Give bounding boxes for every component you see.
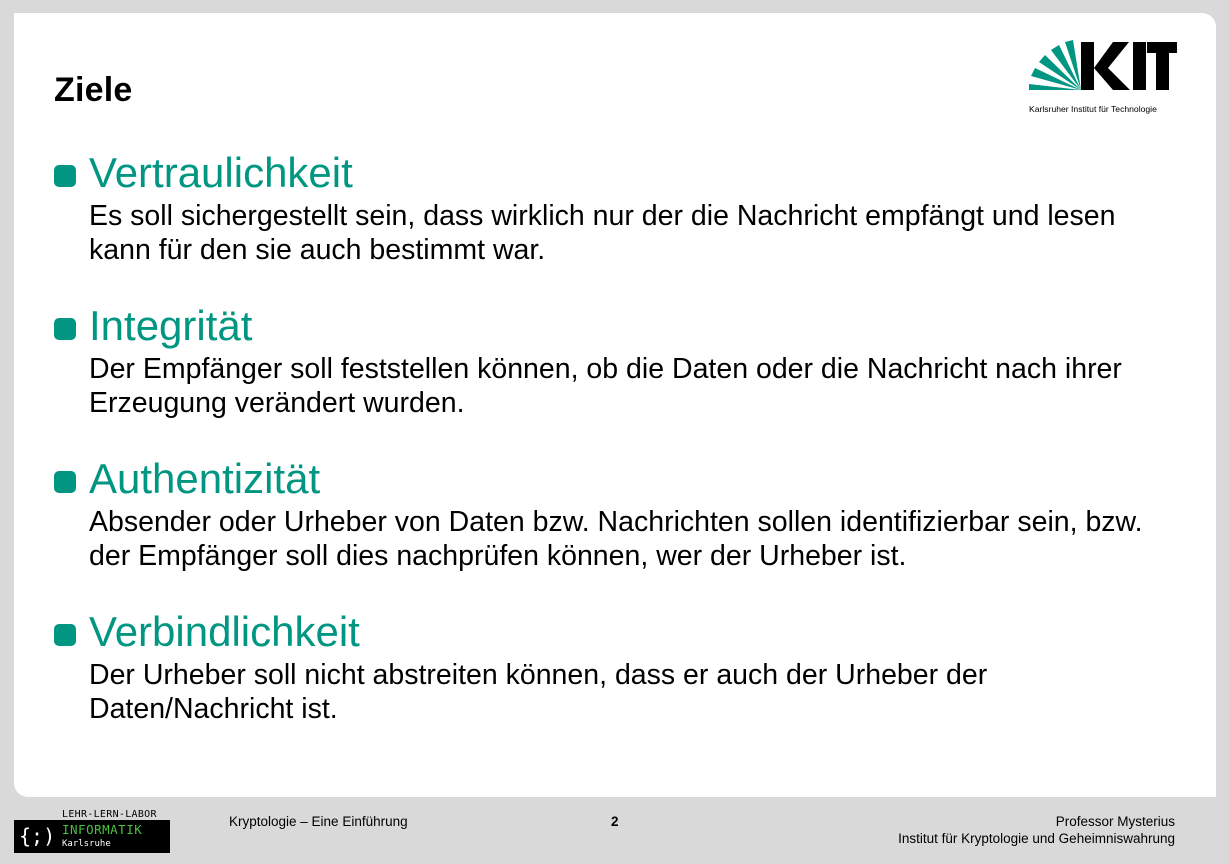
page-number: 2 [611,814,619,829]
square-bullet-icon [54,471,76,493]
lab-logo-symbol: {;) [19,824,56,848]
footer-course-title: Kryptologie – Eine Einführung [229,814,408,829]
slide-title: Ziele [54,71,133,109]
goal-heading: Vertraulichkeit [89,149,353,196]
goal-description: Absender oder Urheber von Daten bzw. Nachrichten sollen identifizierbar sein, bzw. der Empfänger soll dies nachprüfen können, wer der Urheber ist. [89,506,1143,572]
kit-logo-mark [1029,40,1177,104]
lab-logo-top-text: LEHR-LERN-LABOR [62,809,157,820]
slide [14,13,1216,797]
goal-heading: Verbindlichkeit [89,608,360,655]
goal-description: Der Empfänger soll feststellen können, ob die Daten oder die Nachricht nach ihrer Erzeugung verändert wurden. [89,353,1122,419]
goal-description: Es soll sichergestellt sein, dass wirklich nur der die Nachricht empfängt und lesen kann für den sie auch bestimmt war. [89,200,1116,266]
lab-logo-box [14,820,170,853]
footer-author: Professor Mysterius [1055,814,1175,829]
lab-logo-name: INFORMATIK [62,822,143,837]
square-bullet-icon [54,318,76,340]
goal-description: Der Urheber soll nicht abstreiten können, dass er auch der Urheber der Daten/Nachricht ist. [89,659,988,725]
lehr-lern-labor-logo [14,808,174,854]
square-bullet-icon [54,165,76,187]
goal-heading: Integrität [89,302,253,349]
goal-heading: Authentizität [89,455,321,502]
kit-logo [1029,40,1177,120]
kit-logo-caption: Karlsruher Institut für Technologie [1029,104,1157,114]
lab-logo-city: Karlsruhe [62,839,111,849]
square-bullet-icon [54,624,76,646]
footer-institute: Institut für Kryptologie und Geheimniswahrung [898,831,1175,846]
